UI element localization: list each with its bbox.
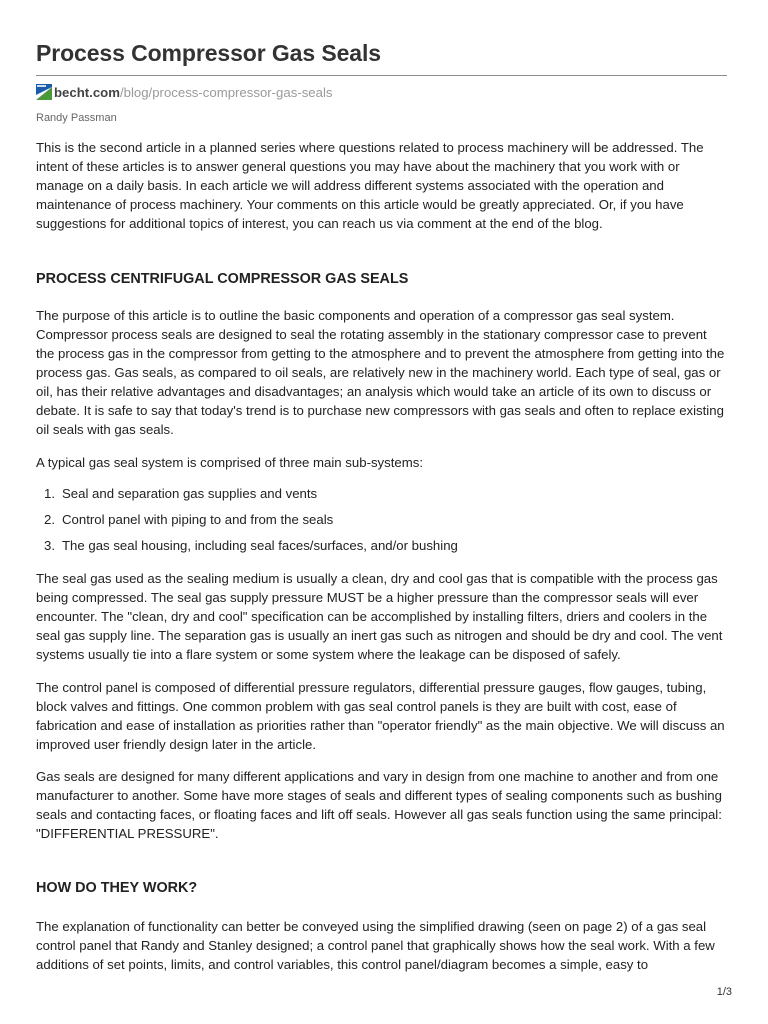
list-item: [36, 484, 458, 510]
list-item-text: Control panel with piping to and from the seals: [62, 512, 334, 527]
source-path[interactable]: /blog/process-compressor-gas-seals: [119, 84, 333, 100]
list-item-text: The gas seal housing, including seal faces/surfaces, and/or bushing: [62, 538, 458, 553]
title-divider: [36, 75, 727, 76]
list-item-text: Seal and separation gas supplies and vents: [62, 486, 318, 501]
intro-text: This is the second article in a planned series where questions related to process machinery will be addressed. The intent of these articles is to answer general questions you may have about the machinery that you work with or manage on a daily basis. In each article we will address different systems associated with the operation and maintenance of process machinery. Your comments on this article would be greatly appreciated. Or, if you have suggestions for additional topics of interest, you can reach us via comment at the end of the blog.: [36, 140, 704, 231]
subsystems-intro: [36, 453, 727, 472]
functionality-text: The explanation of functionality can better be conveyed using the simplified drawing (seen on page 2) of a gas seal control panel that Randy and Stanley designed; a control panel that graphically shows how the seal work. With a few additions of set points, limits, and control variables, this control panel/diagram becomes a simple, easy to: [36, 919, 715, 972]
purpose-text: The purpose of this article is to outline the basic components and operation of a compressor gas seal system. Compressor process seals are designed to seal the rotating assembly in the stationary compressor case to prevent the process gas in the compressor from getting to the atmosphere and to prevent the atmosphere from getting into the process gas. Gas seals, as compared to oil seals, are relatively new in the machinery world. Each type of seal, gas or oil, has their relative advantages and disadvantages; an analysis which would take an article of its own to discuss or debate. It is safe to say that today's trend is to purchase new compressors with gas seals and often to replace existing oil seals with gas seals.: [36, 308, 725, 437]
becht-logo-icon: [36, 84, 52, 100]
intro-paragraph: [36, 138, 727, 233]
seal-gas-text: The seal gas used as the sealing medium is usually a clean, dry and cool gas that is compatible with the process gas being compressed. The seal gas supply pressure MUST be a higher pressure than the compressor seals will ever encounter. The "clean, dry and cool" specification can be accomplished by installing filters, driers and coolers in the seal gas supply line. The separation gas is usually an inert gas such as nitrogen and should be dry and cool. The vent systems usually tie into a flare system or some system where the leakage can be disposed of safely.: [36, 571, 723, 662]
subsystems-intro-text: A typical gas seal system is comprised of three main sub-systems:: [36, 455, 423, 470]
source-line[interactable]: [36, 83, 333, 101]
control-panel-text: The control panel is composed of differential pressure regulators, differential pressure gauges, flow gauges, tubing, block valves and fittings. One common problem with gas seal control panels is they are built with cost, ease of fabrication and ease of installation as priorities rather than "operator friendly" as the main objective. We will discuss an improved user friendly design later in the article.: [36, 680, 725, 752]
list-item-number: 1.: [44, 486, 55, 501]
source-domain[interactable]: becht.com: [54, 84, 120, 100]
subsystems-list: [36, 484, 458, 562]
functionality-paragraph: [36, 917, 727, 974]
gas-seals-design-paragraph: [36, 767, 727, 843]
section-heading-how-they-work: HOW DO THEY WORK?: [36, 880, 198, 896]
gas-seals-design-text: Gas seals are designed for many different applications and vary in design from one machine to another and from one manufacturer to another. Some have more stages of seals and different types of sealing components such as bushing seals and contacting faces, or floating faces and lift off seals. However all gas seals function using the same principal: "DIFFERENTIAL PRESSURE".: [36, 769, 722, 841]
list-item: [36, 536, 458, 562]
section-heading-gas-seals: PROCESS CENTRIFUGAL COMPRESSOR GAS SEALS: [36, 271, 409, 287]
control-panel-paragraph: [36, 678, 727, 754]
seal-gas-paragraph: [36, 569, 727, 664]
list-item-number: 2.: [44, 512, 55, 527]
purpose-paragraph: [36, 306, 727, 439]
page-number: 1/3: [716, 986, 732, 998]
author-name: Randy Passman: [36, 112, 117, 124]
list-item: [36, 510, 458, 536]
list-item-number: 3.: [44, 538, 55, 553]
page-title: Process Compressor Gas Seals: [36, 40, 381, 66]
